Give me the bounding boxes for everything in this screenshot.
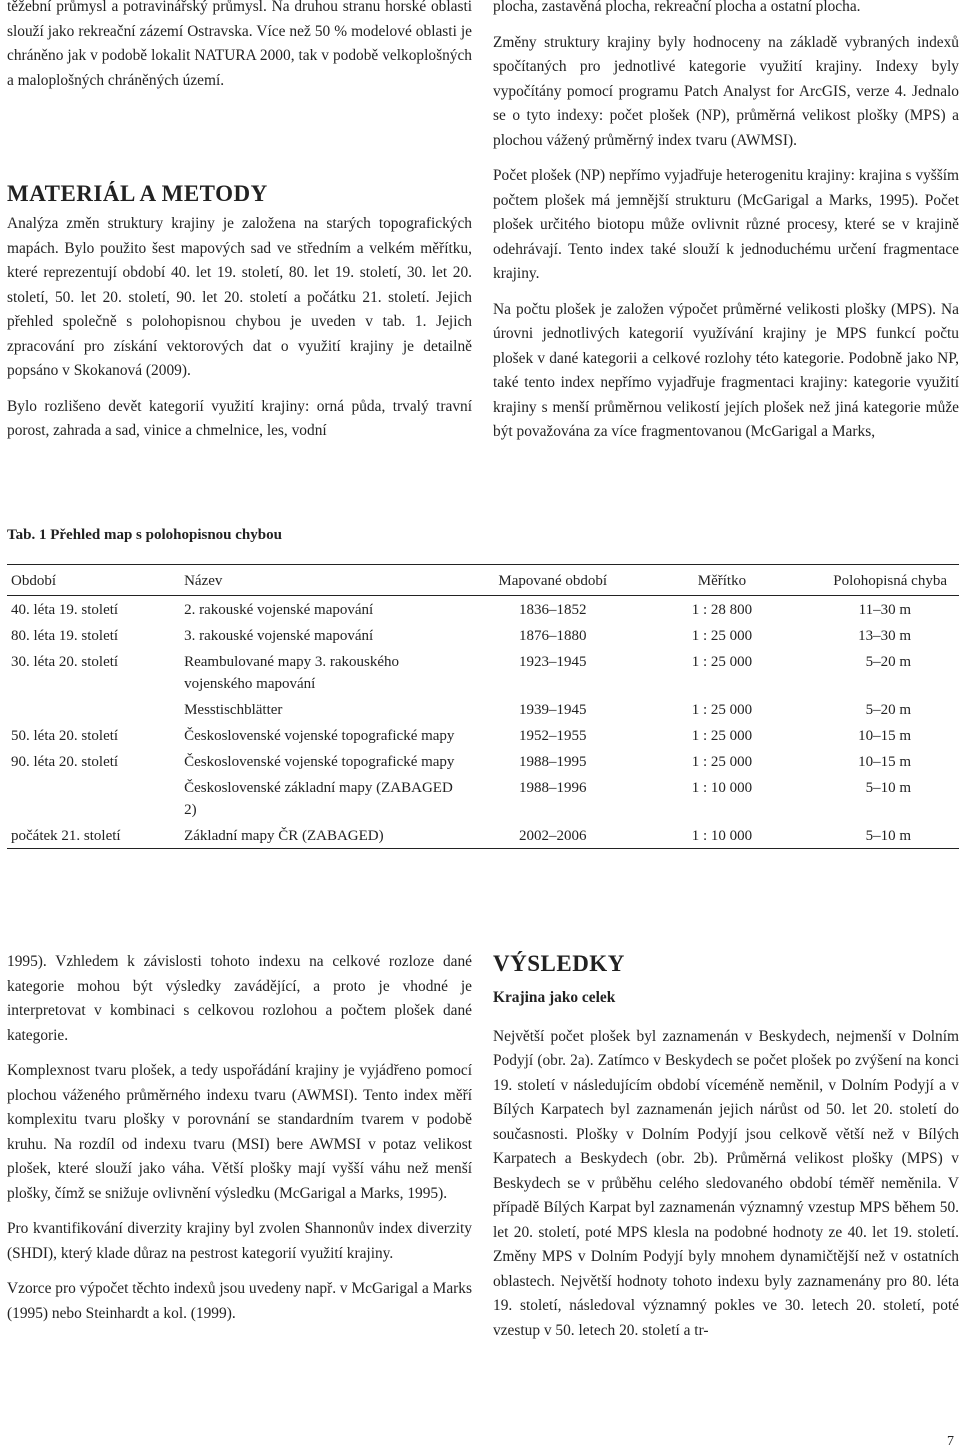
header-name: Název: [180, 565, 463, 596]
table-row: [7, 648, 959, 696]
results-paragraph-1: Největší počet plošek byl zaznamenán v Beskydech, nejmenší v Dolním Podyjí (obr. 2a). Zatímco v Beskydech se počet plošek po zvýšení na konci 19. století v následujícím období víceméně neměnil, v Dolním Podyjí a v Bílých Karpatech byl zaznamenán jejich nárůst od 50. let 20. století do současnosti. Plošky v Dolním Podyjí jsou celkově větší než v Bílých Karpatech a Beskydech (obr. 2b). Průměrná velikost plošky (MPS) v Beskydech se v průběhu celého sledovaného období téměř neměnila. V případě Bílých Karpat byl zaznamenán významný vzestup MPS během 50. let 20. století, poté MPS klesla na podobné hodnoty ze 40. let 19. století. Změny MPS v Dolním Podyjí byly mnohem dynamičtější než v ostatních oblastech. Největší hodnoty tohoto indexu byly zaznamenány pro 80. léta 19. století, následoval významný pokles ve 30. letech 20. století, poté vzestup v 50. letech 20. století a tr-: [493, 1027, 959, 1339]
cell-mapped-period: 1836–1852: [519, 602, 587, 618]
cell-mapped-period: 2002–2006: [463, 822, 642, 849]
cell-mapped-period: 1923–1945: [519, 654, 587, 670]
cell-mapped-period: 1988–1995: [519, 754, 587, 770]
header-period: Období: [7, 565, 180, 596]
cell-name: Messtischblätter: [184, 702, 283, 718]
table-header-row: [7, 565, 959, 596]
cell-mapped-period: 1939–1945: [519, 702, 587, 718]
cell-error: 5–20 m: [865, 654, 911, 670]
cell-name: Československé základní mapy (ZABAGED 2): [184, 780, 453, 818]
section-heading-methods: MATERIÁL A METODY: [7, 181, 268, 206]
cell-scale: 1 : 25 000: [691, 754, 753, 770]
cell-error: 13–30 m: [858, 628, 911, 644]
cell-error: 5–10 m: [802, 822, 959, 849]
cell-name: 2. rakouské vojenské mapování: [184, 602, 374, 618]
map-overview-table: [7, 564, 959, 849]
cell-period: 30. léta 20. století: [11, 654, 119, 670]
cell-error: 5–10 m: [865, 780, 911, 796]
cell-name: 3. rakouské vojenské mapování: [184, 628, 374, 644]
cell-name: Československé vojenské topografické mapy: [184, 728, 455, 744]
cell-scale: 1 : 10 000: [691, 780, 753, 796]
cell-period: 80. léta 19. století: [11, 628, 119, 644]
cell-error: 10–15 m: [858, 728, 911, 744]
cell-error: 10–15 m: [858, 754, 911, 770]
cell-name: Reambulované mapy 3. rakouského vojenského mapování: [184, 654, 400, 692]
table-row: [7, 696, 959, 722]
cell-period: počátek 21. století: [7, 822, 180, 849]
methods-paragraph-1: Analýza změn struktury krajiny je založena na starých topografických mapách. Bylo použito šest mapových sad ve středním a velkém měřítku, které reprezentují období 40. let 19. století, 80. let 19. století, 30. let 20. století, 50. let 20. století, 90. let 20. století a počátku 21. století. Jejich přehled společně s polohopisnou chybou je uveden v tab. 1. Jejich zpracování pro získání vektorových dat o využití krajiny je detailně popsáno v Skokanová (2009).: [7, 215, 472, 379]
cell-name: Československé vojenské topografické mapy: [184, 754, 455, 770]
methods-paragraph-8: Komplexnost tvaru plošek, a tedy uspořádání krajiny je vyjádřeno pomocí plochou váženého průměrného indexu tvaru (AWMSI). Tento index měří komplexitu tvaru plošky v porovnání se standardním tvarem v podobě kruhu. Na rozdíl od indexu tvaru (MSI) bere AWMSI v potaz velikost plošek, které slouží jako váha. Větší plošky mají vyšší váhu než menší plošky, čímž se snižuje ovlivnění výsledku (McGarigal a Marks, 1995).: [7, 1062, 472, 1202]
table-caption: Tab. 1 Přehled map s polohopisnou chybou: [7, 527, 282, 543]
cell-name: Základní mapy ČR (ZABAGED): [180, 822, 463, 849]
cell-period: [7, 774, 180, 822]
header-positional-error: Polohopisná chyba: [802, 565, 959, 596]
intro-paragraph: těžební průmysl a potravinářský průmysl. Na druhou stranu horské oblasti slouží jako rekreační zázemí Ostravska. Více než 50 % modelové oblasti je chráněno jak v podobě lokalit NATURA 2000, tak v podobě velkoplošných a maloplošných chráněných území.: [7, 0, 472, 89]
cell-scale: 1 : 25 000: [691, 702, 753, 718]
table-row: [7, 774, 959, 822]
methods-paragraph-3: plocha, zastavěná plocha, rekreační plocha a ostatní plocha.: [493, 0, 861, 15]
methods-paragraph-7: 1995). Vzhledem k závislosti tohoto indexu na celkové rozloze dané kategorie mohou být výsledky zavádějící, a proto je vhodné je interpretovat v kombinaci s celkovou rozlohou a počtem plošek dané kategorie.: [7, 953, 472, 1044]
cell-error: 11–30 m: [858, 602, 911, 618]
page-number: 7: [947, 1434, 954, 1449]
cell-mapped-period: 1876–1880: [519, 628, 587, 644]
table-row: [7, 822, 959, 849]
table-row: [7, 596, 959, 623]
cell-error: 5–20 m: [865, 702, 911, 718]
methods-paragraph-6: Na počtu plošek je založen výpočet průměrné velikosti plošky (MPS). Na úrovni jednotlivých kategorií využívání krajiny je MPS funkcí počtu plošek v dané kategorii a celkové rozlohy této kategorie. Podobně jako NP, také tento index nepřímo vyjadřuje fragmentaci krajiny: kategorie využití krajiny s menší průměrnou velikostí jejích plošek než jiná kategorie může být považována za více fragmentovanou (McGarigal a Marks,: [493, 300, 959, 440]
cell-mapped-period: 1952–1955: [519, 728, 587, 744]
top-right-column: [493, 0, 959, 456]
cell-scale: 1 : 25 000: [691, 654, 753, 670]
bottom-left-column: [7, 950, 472, 1337]
cell-scale: 1 : 25 000: [691, 728, 753, 744]
methods-paragraph-5: Počet plošek (NP) nepřímo vyjadřuje heterogenitu krajiny: krajina s vyšším počtem plošek má jemnější strukturu (McGarigal a Marks, 1995). Počet plošek určitého biotopu může ovlivnit různé procesy, které se v krajině odehrávají. Tento index také slouží k jednoduchému určení fragmentace krajiny.: [493, 167, 959, 282]
methods-paragraph-9: Pro kvantifikování diverzity krajiny byl zvolen Shannonův index diverzity (SHDI), který klade důraz na pestrost kategorií využití krajiny.: [7, 1220, 472, 1262]
header-scale: Měřítko: [642, 565, 801, 596]
top-left-column: [7, 0, 472, 455]
cell-period: 90. léta 20. století: [11, 754, 119, 770]
methods-paragraph-4: Změny struktury krajiny byly hodnoceny na základě vybraných indexů spočítaných pro jednotlivé kategorie využití krajiny. Indexy byly vypočítány pomocí programu Patch Analyst for ArcGIS, verze 4. Jednalo se o tyto indexy: počet plošek (NP), průměrná velikost plošky (MPS) a plochou vážený průměrný index tvaru (AWMSI).: [493, 33, 959, 149]
header-mapped-period: Mapované období: [463, 565, 642, 596]
methods-paragraph-2: Bylo rozlišeno devět kategorií využití krajiny: orná půda, trvalý travní porost, zahrada a sad, vinice a chmelnice, les, vodní: [7, 397, 472, 439]
bottom-right-column: [493, 950, 959, 1354]
table-row: [7, 722, 959, 748]
subheading-landscape: Krajina jako celek: [493, 989, 616, 1006]
cell-scale: 1 : 10 000: [642, 822, 801, 849]
cell-mapped-period: 1988–1996: [519, 780, 587, 796]
section-heading-results: VÝSLEDKY: [493, 951, 625, 976]
cell-scale: 1 : 28 800: [691, 602, 753, 618]
cell-period: 40. léta 19. století: [11, 602, 119, 618]
table-row: [7, 622, 959, 648]
cell-period: [7, 696, 180, 722]
cell-period: 50. léta 20. století: [11, 728, 119, 744]
cell-scale: 1 : 25 000: [691, 628, 753, 644]
methods-paragraph-10: Vzorce pro výpočet těchto indexů jsou uvedeny např. v McGarigal a Marks (1995) nebo Steinhardt a kol. (1999).: [7, 1280, 472, 1322]
table-row: [7, 748, 959, 774]
